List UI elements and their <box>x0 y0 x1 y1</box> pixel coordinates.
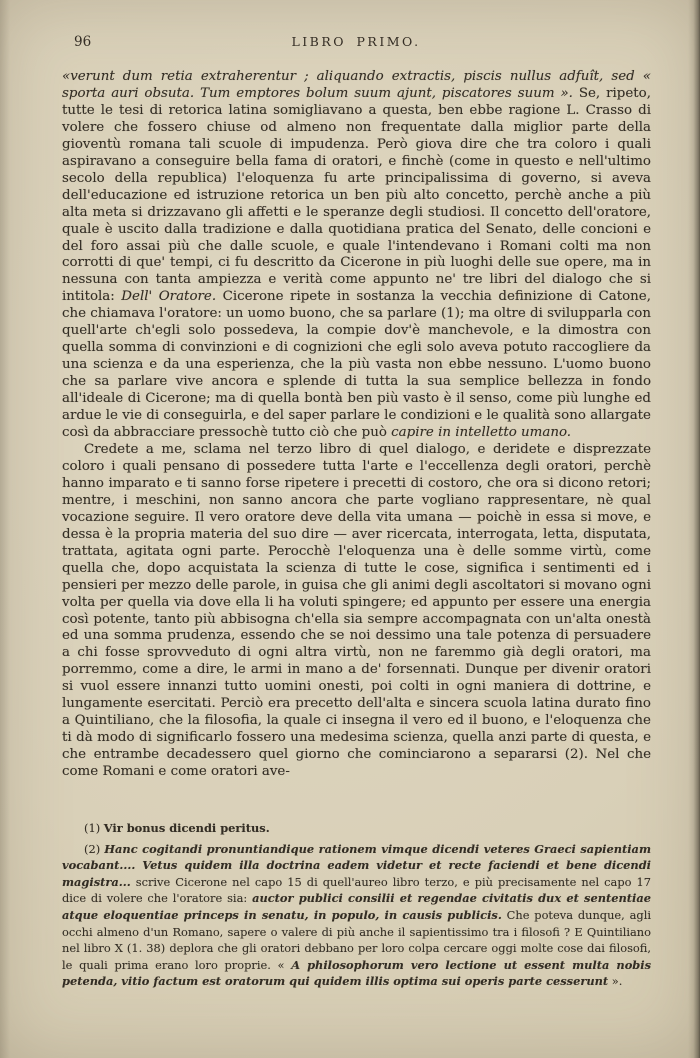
text-run: auctor publici consilii et regendae civitatis dux et sententiae atque eloquentiae princeps in senatu, in populo, in causis publicis. <box>62 891 651 922</box>
text-run: Cicerone ripete in sostanza la vecchia definizione di Catone, che chiamava l'oratore: un uomo buono, che sa parlare (1); ma oltre di svilupparla con quell'arte ch'egli solo possedeva, la compie dov'è manchevole, e la dimostra con quella somma di convinzioni e di cognizioni che egli solo aveva potuto raccogliere da una scienza e da una esperienza, che la più vasta non ebbe nessuno. L'uomo buono che sa parlare vive ancora e splende di tutta la sua semplice bellezza in fondo all'ideale di Cicerone; ma di quella bontà ben più vasto è il senso, come più lunghe ed ardue le vie di conseguirla, e del saper parlare le condizioni e le qualità sono allargate così da abbracciare pressochè tutto ciò che può <box>62 289 651 441</box>
page-edge-shadow-left <box>0 0 10 1058</box>
body-text <box>62 69 651 781</box>
page-number: 96 <box>74 34 92 50</box>
text-run: (1) <box>84 821 104 835</box>
text-run: ». <box>608 974 623 989</box>
text-run: Dell' Oratore. <box>121 289 217 305</box>
paragraph-1 <box>62 69 651 442</box>
text-run: (2) <box>84 841 105 856</box>
paragraph-2 <box>62 442 651 781</box>
footnotes <box>62 820 651 990</box>
text-run: «verunt dum retia extraherentur ; aliquando extractis, piscis nullus adfuît, sed « sporta auri obsuta. Tum emptores bolum suum ajunt, piscatores suum ». <box>62 69 651 101</box>
footnote-1 <box>62 820 651 837</box>
text-run: Se, ripeto, tutte le tesi di retorica latina somigliavano a questa, ben ebbe ragione L. Crasso di volere che fossero chiuse od almeno non frequentate dalla miglior parte della gioventù romana tali scuole di impudenza. Però giova dire che tra coloro i quali aspiravano a conseguire bella fama di oratori, e finchè (come in questo e nell'ultimo secolo della republica) l'eloquenza fu arte principalissima di governo, si aveva dell'educazione ed istruzione retorica un ben più alto concetto, perchè anche a più alta meta si drizzavano gli affetti e le speranze degli studiosi. Il concetto dell'oratore, quale è uscito dalla tradizione e dalla quotidiana pratica del Senato, delle concioni e del foro assai più che dalle scuole, e quale l'intendevano i Romani colti ma non corrotti di que' tempi, ci fu descritto da Cicerone in più luoghi delle sue opere, ma in nessuna con tanta ampiezza e verità come appunto ne' tre libri del dialogo che si intitola: <box>62 85 651 305</box>
page-header <box>62 34 650 54</box>
text-run: scrive Cicerone nel capo 15 di quell'aureo libro terzo, e più precisamente nel capo 17 dice di volere che l'oratore sia: <box>62 874 651 906</box>
text-run: Che poteva dunque, agli occhi almeno d'un Romano, sapere o valere di più anche il sapientissimo tra i filosofi ? E Quintiliano nel libro X (1. 38) deplora che gli oratori debbano per loro colpa cercare oggi molte cose dai filosofi, le quali prima erano loro proprie. « <box>62 907 652 972</box>
text-run: Credete a me, sclama nel terzo libro di quel dialogo, e deridete e disprezzate coloro i quali pensano di possedere tutta l'arte e l'eccellenza degli oratori, perchè hanno imparato e ti sanno forse ripetere i precetti di costoro, che ora si dicono retori; mentre, i meschini, non sanno ancora che parte vogliano rappresentare, nè qual vocazione seguire. Il vero oratore deve della vita umana — poichè in essa si move, e dessa è la propria materia del suo dire — aver ricercata, interrogata, letta, disputata, trattata, agitata ogni parte. Perocchè l'eloquenza una è delle somme virtù, come quella che, dopo acquistata la scienza di tutte le cose, significa i sentimenti ed i pensieri per mezzo delle parole, in guisa che gli animi degli ascoltatori si movano ogni volta per quella via dove ella li ha voluti spingere; ed appunto per essere una energia così potente, tanto più abbisogna ch'ella sia sempre accompagnata con un'alta onestà ed una somma prudenza, essendo che se noi dessimo una tale potenza di persuadere a chi fosse sprovveduto di ogni altra virtù, non ne faremmo già degli oratori, ma porremmo, come a dire, le armi in mano a de' forsennati. Dunque per divenir oratori si vuol essere innanzi tutto uomini onesti, poi colti in ogni maniera di dottrine, e lungamente esercitati. Perciò era precetto dell'alta e sincera scuola latina durato fino a Quintiliano, che la filosofia, la quale ci insegna il vero ed il buono, e l'eloquenza che ti dà modo di significarlo fossero una medesima scienza, quella anzi parte di questa, e che entrambe decadessero quel giorno che cominciarono a separarsi (2). Nel che come Romani e come oratori ave- <box>62 441 651 780</box>
footnote-2 <box>62 841 651 990</box>
text-run: A philosophorum vero lectione ut essent multa nobis petenda, vitio factum est oratorum qui quidem illis optima sui operis parte cesserunt <box>62 957 652 989</box>
text-run: Vir bonus dicendi peritus. <box>103 821 270 835</box>
text-run: capire in intelletto umano. <box>391 425 572 441</box>
page-edge-shadow-right <box>688 0 700 1058</box>
text-run: Hanc cogitandi pronuntiandique rationem vimque dicendi veteres Graeci sapientiam vocabant.... Vetus quidem illa doctrina eadem videtur et recte faciendi et bene dicendi magistra... <box>62 841 651 889</box>
running-title: LIBRO PRIMO. <box>291 34 421 49</box>
